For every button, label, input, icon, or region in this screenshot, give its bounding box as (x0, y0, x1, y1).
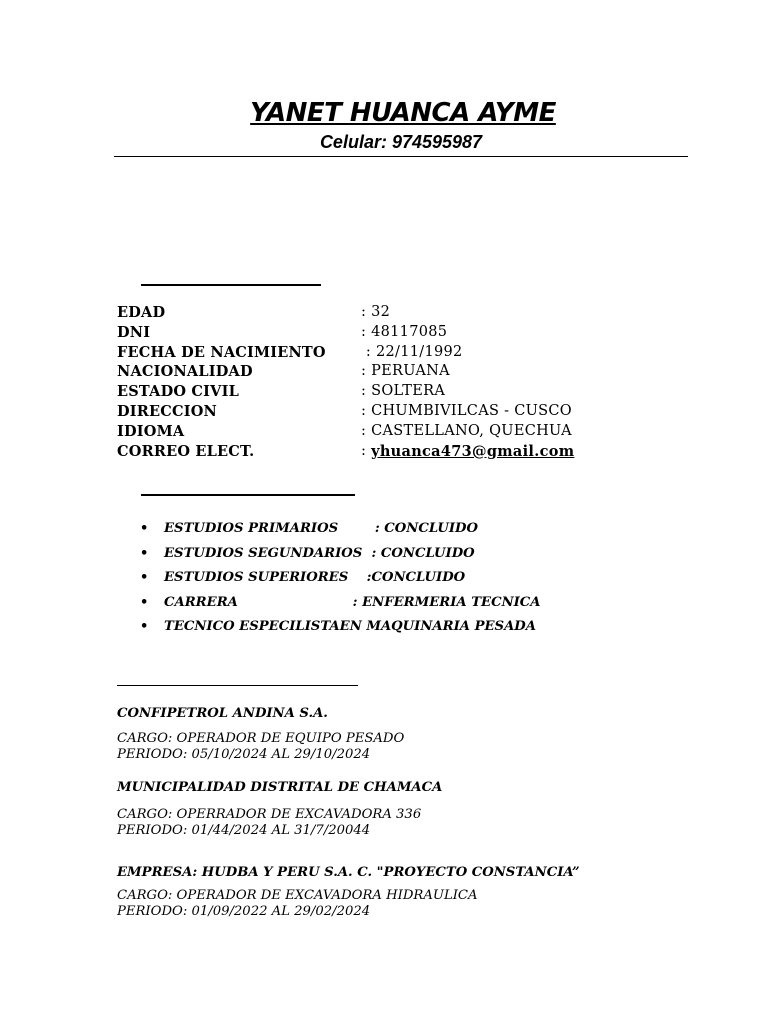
header-divider (114, 156, 688, 157)
job-title: CARGO: OPERADOR DE EXCAVADORA HIDRAULICA (117, 888, 478, 903)
field-value: : PERUANA (361, 363, 450, 380)
field-value: : CASTELLANO, QUECHUA (361, 422, 572, 439)
bullet-icon: • (140, 521, 149, 536)
section-divider-personal (141, 284, 321, 286)
field-label: FECHA DE NACIMIENTO (117, 343, 326, 361)
personal-row-birthdate (117, 343, 637, 363)
field-value: : 22/11/1992 (361, 343, 463, 360)
job-period: PERIODO: 01/44/2024 AL 31/7/20044 (117, 823, 371, 838)
job-period: PERIODO: 01/09/2022 AL 29/02/2024 (117, 904, 371, 919)
list-item (140, 592, 660, 617)
personal-info-list (117, 303, 637, 461)
field-value: : (361, 442, 372, 459)
field-value: : CHUMBIVILCAS - CUSCO (361, 402, 572, 419)
company-name: MUNICIPALIDAD DISTRITAL DE CHAMACA (117, 780, 443, 795)
education-text: ESTUDIOS PRIMARIOS : CONCLUIDO (164, 521, 478, 536)
experience-entry (117, 780, 677, 839)
bullet-icon: • (140, 570, 149, 586)
list-item (140, 616, 660, 641)
bullet-icon: • (140, 619, 149, 635)
education-text: TECNICO ESPECILISTAEN MAQUINARIA PESADA (164, 619, 536, 635)
field-label: DIRECCION (117, 402, 218, 420)
education-text: ESTUDIOS SUPERIORES :CONCLUIDO (164, 570, 466, 586)
personal-row-email (117, 442, 637, 462)
bullet-icon: • (140, 545, 149, 561)
education-text: CARRERA : ENFERMERIA TECNICA (164, 594, 541, 610)
company-name: CONFIPETROL ANDINA S.A. (117, 706, 328, 721)
job-title: CARGO: OPERRADOR DE EXCAVADORA 336 (117, 807, 422, 822)
personal-row-civil-status (117, 382, 637, 402)
experience-entry (117, 865, 677, 920)
phone-number: Celular: 974595987 (319, 132, 483, 152)
personal-row-nationality (117, 362, 637, 382)
field-value: : 32 (361, 304, 391, 320)
education-text: ESTUDIOS SEGUNDARIOS : CONCLUIDO (164, 545, 475, 561)
field-label: CORREO ELECT. (117, 442, 255, 460)
field-label: NACIONALIDAD (117, 363, 253, 381)
job-period: PERIODO: 05/10/2024 AL 29/10/2024 (117, 747, 371, 762)
company-name: EMPRESA: HUDBA Y PERU S.A. C. "PROYECTO CONSTANCIA” (117, 865, 580, 880)
field-value: : SOLTERA (361, 383, 446, 400)
list-item (140, 518, 660, 543)
personal-row-dni (117, 323, 637, 343)
job-title: CARGO: OPERADOR DE EQUIPO PESADO (117, 731, 405, 746)
field-label: IDIOMA (117, 422, 185, 440)
personal-row-address (117, 402, 637, 422)
bullet-icon: • (140, 594, 149, 610)
field-value: : 48117085 (361, 323, 448, 340)
candidate-name: YANET HUANCA AYME (250, 98, 556, 128)
list-item (140, 543, 660, 568)
list-item (140, 567, 660, 592)
personal-row-age (117, 303, 637, 323)
section-divider-experience (117, 685, 358, 686)
field-label: ESTADO CIVIL (117, 383, 239, 401)
personal-row-language (117, 422, 637, 442)
email-link[interactable]: yhuanca473@gmail.com (371, 442, 575, 460)
field-label: DNI (117, 323, 151, 341)
field-label: EDAD (117, 304, 166, 321)
section-divider-education (141, 494, 355, 496)
experience-entry (117, 706, 677, 763)
education-list (140, 518, 660, 641)
